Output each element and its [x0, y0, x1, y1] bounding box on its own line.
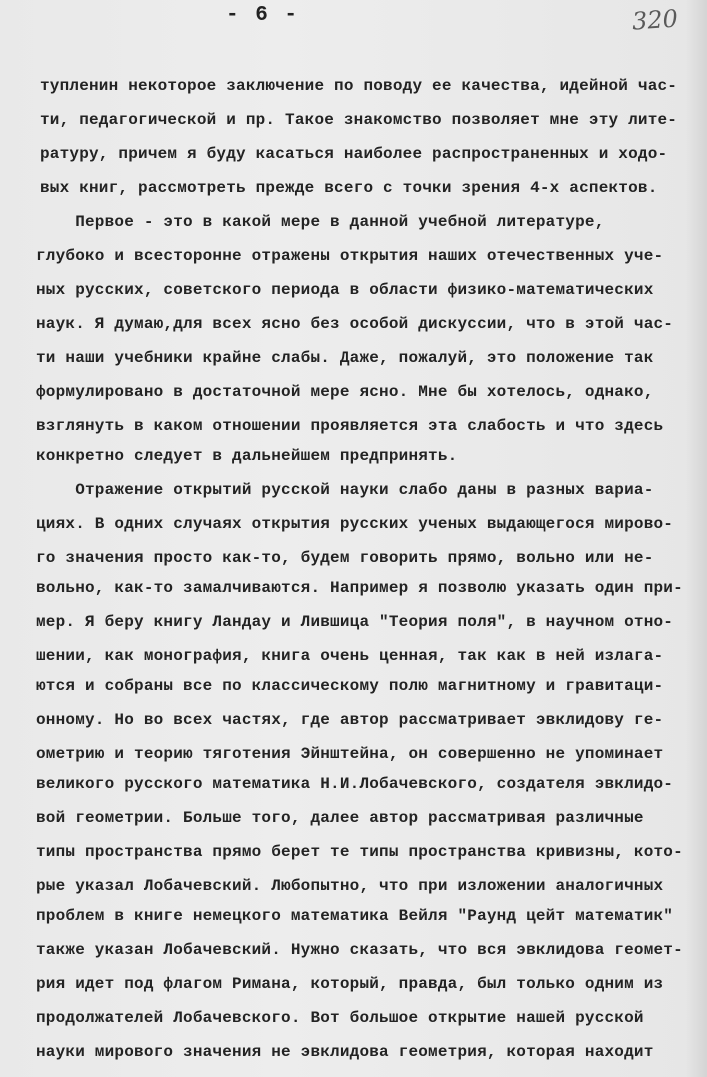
text-line: также указан Лобачевский. Нужно сказать, что вся эвклидова геомет- — [36, 941, 683, 959]
text-line: тупленин некоторое заключение по поводу ее качества, идейной час- — [40, 77, 678, 95]
text-line: продолжателей Лобачевского. Вот большое открытие нашей русской — [36, 1009, 644, 1027]
text-line: вольно, как-то замалчиваются. Например я позволю указать один при- — [36, 579, 683, 597]
page-number: - 6 - — [226, 4, 300, 27]
text-line: го значения просто как-то, будем говорить прямо, вольно или не- — [36, 549, 654, 567]
text-line: вой геометрии. Больше того, далее автор рассматривая различные — [36, 809, 644, 827]
text-line: ются и собраны все по классическому полю магнитному и гравитаци- — [36, 677, 664, 695]
text-line: мер. Я беру книгу Ландау и Лившица "Теория поля", в научном отно- — [36, 613, 674, 631]
archive-number-handwritten: 320 — [631, 4, 679, 36]
text-line: взглянуть в каком отношении проявляется эта слабость и что здесь — [36, 417, 664, 435]
text-line: наук. Я думаю,для всех ясно без особой дискуссии, что в этой час- — [36, 315, 674, 333]
text-line: Первое - это в какой мере в данной учебной литературе, — [36, 213, 605, 231]
text-line: великого русского математика Н.И.Лобачевского, создателя эвклидо- — [36, 775, 674, 793]
text-line: рия идет под флагом Римана, который, правда, был только одним из — [36, 975, 664, 993]
text-line: онному. Но во всех частях, где автор рассматривает эвклидову ге- — [36, 711, 664, 729]
text-line: конкретно следует в дальнейшем предпринять. — [36, 447, 458, 465]
text-line: шении, как монография, книга очень ценная, так как в ней излага- — [36, 647, 664, 665]
text-line: ти наши учебники крайне слабы. Даже, пожалуй, это положение так — [36, 349, 654, 367]
text-line: вых книг, рассмотреть прежде всего с точки зрения 4-х аспектов. — [40, 179, 658, 197]
text-line: ных русских, советского периода в области физико-математических — [36, 281, 654, 299]
text-line: формулировано в достаточной мере ясно. Мне бы хотелось, однако, — [36, 383, 654, 401]
text-line: типы пространства прямо берет те типы пространства кривизны, кото- — [36, 843, 683, 861]
text-line: ти, педагогической и пр. Такое знакомство позволяет мне эту лите- — [40, 111, 678, 129]
text-line: глубоко и всесторонне отражены открытия наших отечественных уче- — [36, 247, 664, 265]
text-line: проблем в книге немецкого математика Вейля "Раунд цейт математик" — [36, 907, 674, 925]
text-line: науки мирового значения не эвклидова геометрия, которая находит — [36, 1043, 654, 1061]
text-line: ометрию и теорию тяготения Эйнштейна, он совершенно не упоминает — [36, 745, 664, 763]
text-line: циях. В одних случаях открытия русских ученых выдающегося мирово- — [36, 515, 674, 533]
text-line: рые указал Лобачевский. Любопытно, что при изложении аналогичных — [36, 877, 664, 895]
text-line: ратуру, причем я буду касаться наиболее распространенных и ходо- — [40, 145, 668, 163]
text-line: Отражение открытий русской науки слабо даны в разных вариа- — [36, 481, 654, 499]
